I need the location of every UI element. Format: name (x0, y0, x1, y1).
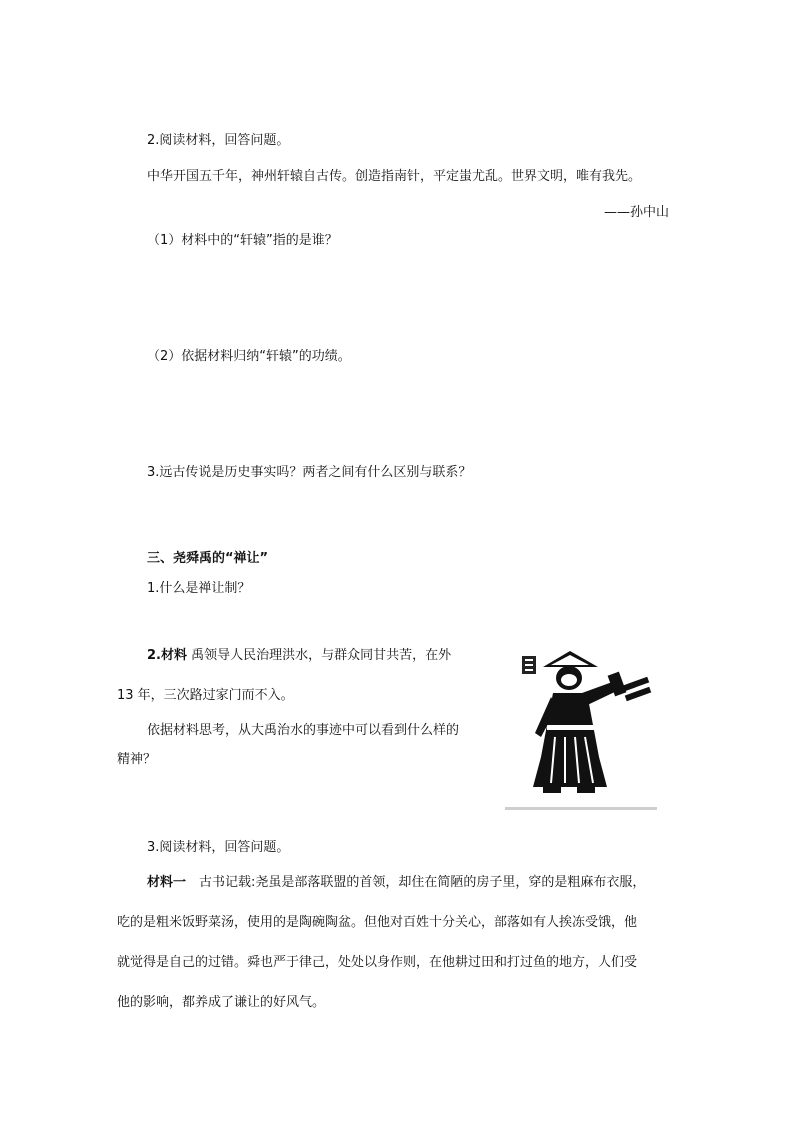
material1-label: 材料一 (147, 875, 187, 890)
material1-line4: 他的影响，都养成了谦让的好风气。 (117, 995, 326, 1010)
caption-glyph-block (522, 656, 536, 674)
section3-q2-question-line1: 依据材料思考，从大禹治水的事迹中可以看到什么样的 (147, 723, 460, 738)
section3-q2-question-line2: 精神？ (117, 752, 157, 767)
material1-line2: 吃的是粗米饭野菜汤，使用的是陶碗陶盆。但他对百姓十分关心，部落如有人挨冻受饿，他 (117, 915, 638, 930)
section3-q2-line2: 13 年，三次路过家门而不入。 (117, 688, 294, 703)
material1-line3: 就觉得是自己的过错。舜也严于律己，处处以身作则，在他耕过田和打过鱼的地方，人们受 (117, 955, 638, 970)
q2-material-text: 禹领导人民治理洪水，与群众同甘共苦，在外 (186, 648, 452, 663)
yu-the-great-illustration (503, 637, 659, 813)
q3-title: 3.远古传说是历史事实吗？两者之间有什么区别与联系？ (147, 465, 472, 480)
section3-q3-title: 3.阅读材料，回答问题。 (147, 840, 290, 855)
material1-text: 古书记载:尧虽是部落联盟的首领，却住在简陋的房子里，穿的是粗麻布衣服， (186, 875, 646, 890)
section3-heading: 三、尧舜禹的“禅让” (147, 551, 269, 566)
q2-material-label: 2.材料 (147, 648, 187, 663)
q2-sub1: （1）材料中的“轩辕”指的是谁？ (147, 233, 338, 248)
q2-source: ——孙中山 (604, 205, 670, 220)
yu-the-great-figure-icon (503, 637, 659, 813)
material1-line1 (147, 874, 645, 892)
q2-title: 2.阅读材料，回答问题。 (147, 133, 290, 148)
q2-sub2: （2）依据材料归纳“轩辕”的功绩。 (147, 349, 351, 364)
section3-q2-line1 (147, 647, 451, 665)
section3-q1: 1.什么是禅让制？ (147, 581, 251, 596)
q2-material: 中华开国五千年，神州轩辕自古传。创造指南针，平定蚩尤乱。世界文明，唯有我先。 (147, 169, 642, 184)
